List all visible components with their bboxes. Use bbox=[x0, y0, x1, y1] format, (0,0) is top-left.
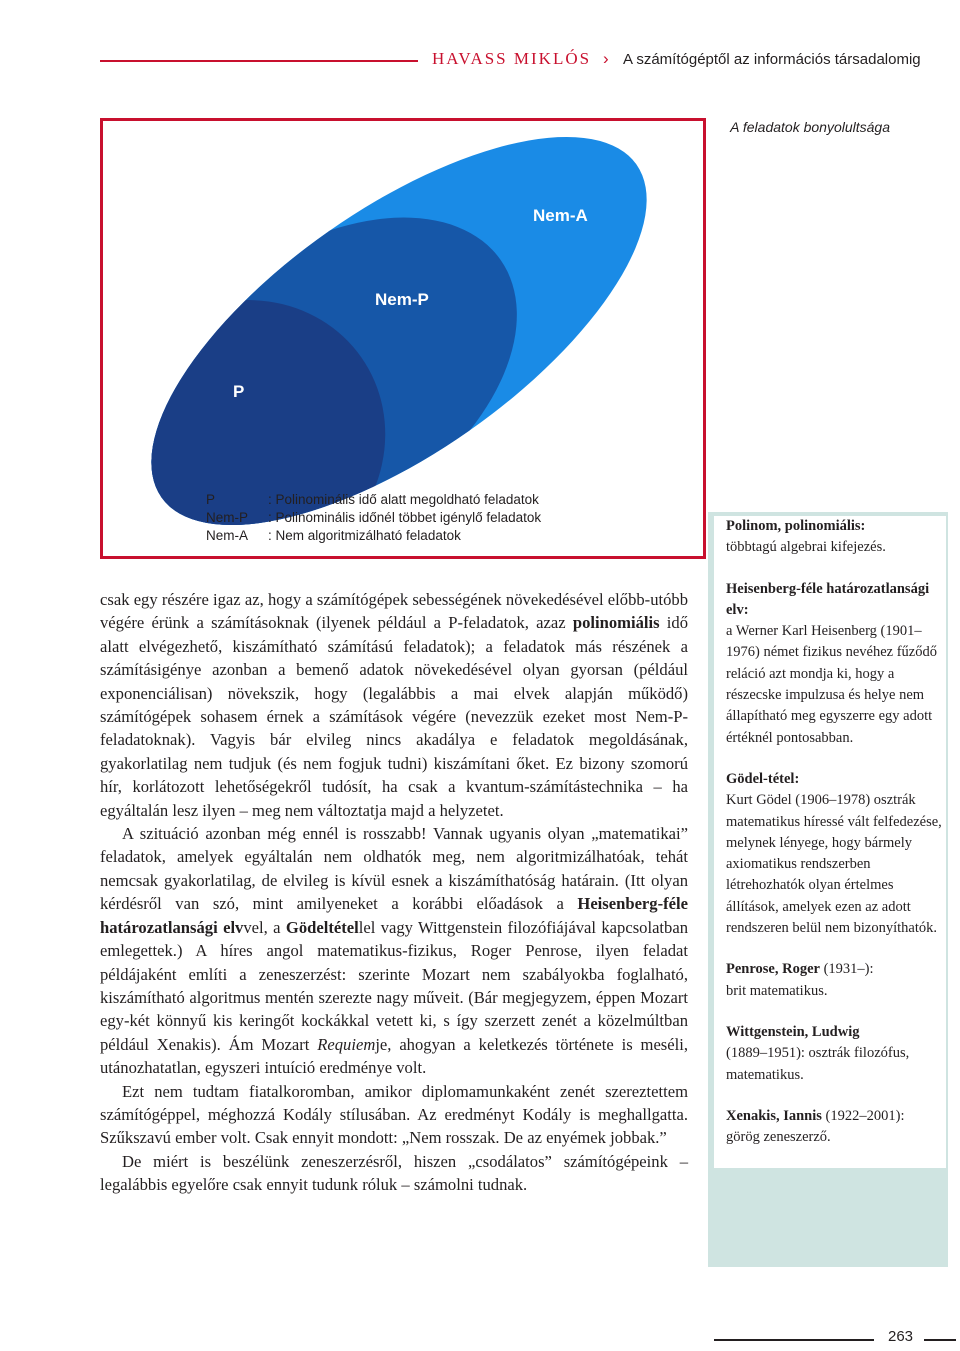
text-run: vel, a bbox=[243, 917, 286, 937]
complexity-figure bbox=[100, 118, 706, 559]
glossary-term: Xenakis, Iannis bbox=[726, 1107, 822, 1124]
label-nem-a: Nem-A bbox=[533, 206, 588, 225]
glossary-entry-penrose bbox=[726, 959, 944, 1002]
paragraph-2 bbox=[100, 822, 688, 1079]
glossary-sidebar bbox=[714, 516, 946, 1168]
term-godel: Gödeltétel bbox=[285, 917, 359, 937]
text-run: lel vagy Wittgenstein filozófiájával kapcsolatban emlegettek.) A híres angol matematikus-fizikus, Roger Penrose, ilyen feladat példájaként említi a zeneszerzést: szerinte Mozart nem szabályokba foglalható, kiszámítható algoritmus mentén szerezte nagy műveit. (Bár megjegyzem, éppen Mozart egy-két könnyű kis keringőt kockákkal vetett ki, s így szerzett zenét a közelmúltban például Xenakis). Ám Mozart bbox=[100, 917, 689, 1054]
glossary-term: Polinom, polinomiális: bbox=[726, 518, 866, 534]
header-book-title: A számítógéptől az információs társadalomig bbox=[623, 51, 921, 68]
glossary-entry-heisenberg bbox=[726, 579, 944, 749]
main-text bbox=[100, 588, 688, 1197]
label-p: P bbox=[233, 382, 245, 401]
text-run: idő alatt elvégezhető, kiszámítható számítású feladatok); a feladatok más részének a számításigénye azonban a bemenő adatok növekedésével olyan gyorsan (például exponenciálisan) növekszik, hogy (legalábbis a mai elvek alapján működő) számítógépek sohasem érnek a számítások végére (nevezzük ezeket most Nem-P-feladatoknak). Vagyis bár elvileg nincs akadálya e feladatok megoldásának, gyakorlatilag nem tudjuk (és nem fogjuk tudni) kiszámítani őket. Ez bizony szomorú hír, korlátozott lehetőségekről tudósít, ha csak a kvantum-számítástechnika – ha egyáltalán lesz ilyen – meg nem változtatja majd a helyzetet. bbox=[100, 613, 688, 820]
legend-term: P bbox=[206, 492, 216, 507]
header-separator: › bbox=[603, 49, 609, 68]
term-heisenberg: Heisenberg-féle határozatlansági elv bbox=[100, 894, 688, 937]
header-author: HAVASS MIKLÓS bbox=[432, 49, 592, 68]
glossary-entry-wittgenstein bbox=[726, 1022, 944, 1086]
footer-rule-left bbox=[714, 1339, 874, 1341]
figure-caption: A feladatok bonyolultsága bbox=[730, 119, 890, 135]
legend-row bbox=[206, 527, 541, 545]
legend-definition: : Polinominális időnél többet igénylő feladatok bbox=[268, 510, 542, 525]
glossary-definition: görög zeneszerző. bbox=[726, 1129, 831, 1146]
figure-legend bbox=[206, 491, 541, 545]
text-run: csak egy részére igaz az, hogy a számítógépek sebességének növekedésével előbb-utóbb végére érünk a számításoknak (ilyenek például a P-feladatok, azaz bbox=[100, 590, 688, 633]
glossary-entry-xenakis bbox=[726, 1106, 944, 1149]
legend-definition: : Nem algoritmizálható feladatok bbox=[268, 528, 461, 543]
glossary-term: Heisenberg-féle határozatlansági elv: bbox=[726, 580, 930, 618]
glossary-dates: (1922–2001): bbox=[821, 1107, 905, 1124]
glossary-definition: Kurt Gödel (1906–1978) osztrák matematikus híressé vált felfedezése, melynek lényege, hogy bármely axiomatikus rendszerben létrehozhatók olyan értelmes állítások, amelyek ezen az adott rendszeren belül nem bizonyíthatók. bbox=[726, 792, 942, 937]
glossary-term: Wittgenstein, Ludwig bbox=[726, 1023, 860, 1040]
paragraph-4: De miért is beszélünk zeneszerzésről, hiszen „csodálatos” számítógépeink – legalábbis egyelőre csak ennyit tudunk róluk – számolni tudnak. bbox=[100, 1151, 688, 1195]
legend-row bbox=[206, 509, 541, 527]
legend-term: Nem-P bbox=[206, 510, 249, 525]
legend-definition: : Polinominális idő alatt megoldható feladatok bbox=[268, 492, 539, 507]
page-number: 263 bbox=[888, 1328, 914, 1345]
text-run: je, ahogyan a keletkezés története is meséli, utánozhatatlan, egyszeri intuíció eredménye volt. bbox=[100, 1034, 688, 1078]
label-nem-p: Nem-P bbox=[375, 290, 429, 309]
paragraph-3: Ezt nem tudtam fiatalkoromban, amikor diplomamunkaként zenét szereztettem számítógéppel, méghozzá Kodály stílusában. Az eredményt Kodály is meghallgatta. Szűkszavú ember volt. Csak ennyit mondott: „Nem rosszak. De az enyémek jobbak.” bbox=[100, 1081, 688, 1148]
title-requiem: Requiem bbox=[317, 1034, 376, 1054]
glossary-term: Penrose, Roger bbox=[726, 961, 820, 978]
glossary-entry-godel bbox=[726, 769, 944, 939]
header-rule-left bbox=[100, 60, 418, 62]
term-polinomialis: polinomiális bbox=[572, 613, 660, 633]
legend-row bbox=[206, 491, 541, 509]
legend-term: Nem-A bbox=[206, 528, 249, 543]
glossary-definition: a Werner Karl Heisenberg (1901–1976) német fizikus nevéhez fűződő reláció azt mondja ki, hogy a részecske impulzusa és helye nem állapítható meg egyszerre egy adott értéknél pontosabban. bbox=[726, 623, 937, 746]
glossary-definition: többtagú algebrai kifejezés. bbox=[726, 539, 886, 556]
paragraph-1 bbox=[100, 588, 688, 822]
glossary-definition: brit matematikus. bbox=[726, 982, 828, 999]
footer-rule-right bbox=[924, 1339, 956, 1341]
glossary-term: Gödel-tétel: bbox=[726, 770, 800, 787]
text-run: A szituáció azonban még ennél is rosszabb! Vannak ugyanis olyan „matematikai” feladatok, amelyek egyáltalán nem oldhatók meg, nem algoritmizálhatóak, tehát nemcsak gyakorlatilag, de elvileg is kívül esnek a kiszámíthatóság határain. (Itt olyan kérdésről van szó, mint amilyeneket a korábbi előadások a bbox=[100, 824, 688, 914]
glossary-entry-polinom bbox=[726, 516, 944, 559]
glossary-definition: (1889–1951): osztrák filozófus, matematikus. bbox=[726, 1045, 910, 1083]
glossary-dates: (1931–): bbox=[819, 961, 874, 978]
